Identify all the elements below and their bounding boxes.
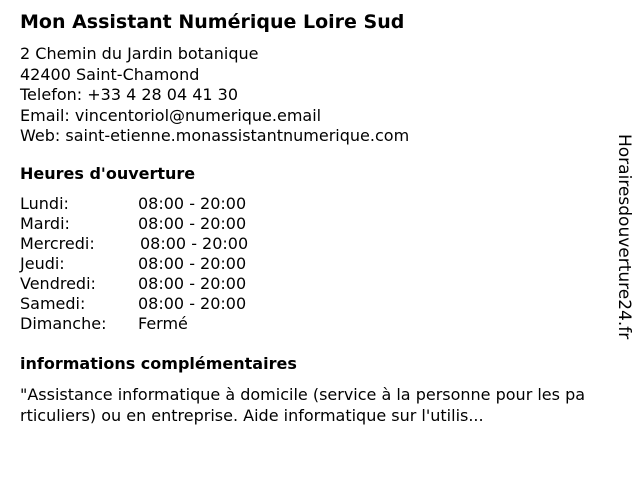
day-label: Samedi: (20, 294, 86, 313)
address-line-city: 42400 Saint-Chamond (20, 64, 200, 84)
day-label: Vendredi: (20, 274, 96, 293)
site-brand-vertical: Horairesdouverture24.fr (614, 134, 634, 340)
phone-line: Telefon: +33 4 28 04 41 30 (20, 85, 239, 104)
day-label: Lundi: (20, 194, 69, 213)
additional-info-heading: informations complémentaires (20, 354, 297, 373)
business-description: "Assistance informatique à domicile (service à la personne pour les particuliers) ou en entreprise. Aide informatique sur l'utilis... (20, 385, 586, 425)
email-line: Email: vincentoriol@numerique.email (20, 105, 322, 125)
time-value: 08:00 - 20:00 (138, 254, 247, 273)
time-value: 08:00 - 20:00 (138, 214, 247, 233)
time-value: 08:00 - 20:00 (138, 274, 247, 293)
day-label: Mardi: (20, 214, 70, 233)
business-name: Mon Assistant Numérique Loire Sud (20, 11, 405, 33)
time-value: Fermé (138, 314, 188, 333)
day-label: Dimanche: (20, 314, 107, 333)
time-value: 08:00 - 20:00 (138, 194, 247, 213)
web-line: Web: saint-etienne.monassistantnumerique.com (20, 126, 410, 145)
time-value: 08:00 - 20:00 (138, 294, 247, 313)
day-label: Mercredi: (20, 234, 95, 253)
day-label: Jeudi: (20, 254, 65, 273)
time-value: 08:00 - 20:00 (140, 234, 249, 253)
address-line-street: 2 Chemin du Jardin botanique (20, 44, 259, 63)
opening-hours-heading: Heures d'ouverture (20, 164, 196, 183)
contact-block (20, 44, 409, 147)
